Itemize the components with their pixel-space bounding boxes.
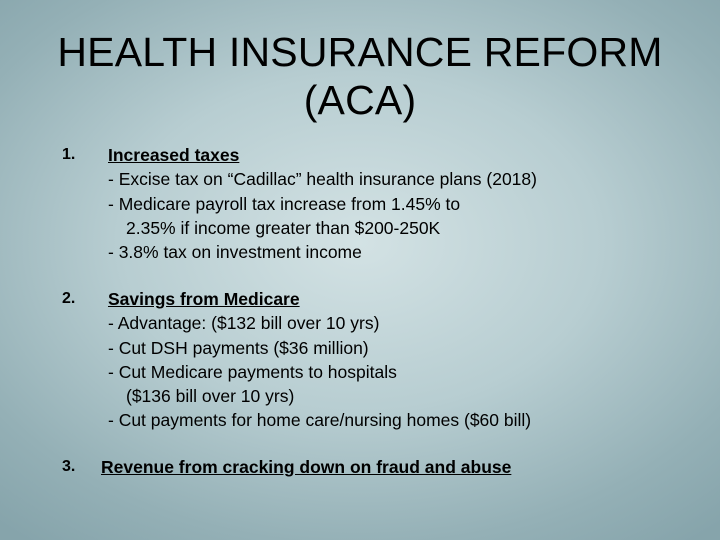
item-body bbox=[108, 287, 531, 433]
item-body bbox=[108, 143, 537, 264]
title-line-2: (ACA) bbox=[303, 77, 417, 123]
item-line: - Cut DSH payments ($36 million) bbox=[108, 337, 369, 358]
item-heading: Revenue from cracking down on fraud and abuse bbox=[101, 457, 512, 477]
item-line-continued: 2.35% if income greater than $200-250K bbox=[126, 217, 441, 238]
item-line: - Excise tax on “Cadillac” health insurance plans (2018) bbox=[108, 169, 537, 190]
item-line: - Cut payments for home care/nursing homes ($60 bill) bbox=[108, 410, 532, 431]
slide-title bbox=[0, 28, 720, 124]
item-line: - Advantage: ($132 bill over 10 yrs) bbox=[108, 313, 380, 334]
item-line: - Cut Medicare payments to hospitals bbox=[108, 361, 397, 382]
item-line: - Medicare payroll tax increase from 1.45% to bbox=[108, 193, 461, 214]
item-number: 1. bbox=[62, 146, 76, 163]
item-line: - 3.8% tax on investment income bbox=[108, 242, 362, 263]
item-heading: Increased taxes bbox=[108, 145, 240, 165]
item-number: 3. bbox=[62, 458, 76, 475]
item-heading: Savings from Medicare bbox=[108, 289, 300, 309]
item-number: 2. bbox=[62, 290, 76, 307]
item-line-continued: ($136 bill over 10 yrs) bbox=[126, 386, 295, 407]
item-body bbox=[101, 455, 511, 479]
title-line-1: HEALTH INSURANCE REFORM bbox=[57, 29, 663, 75]
